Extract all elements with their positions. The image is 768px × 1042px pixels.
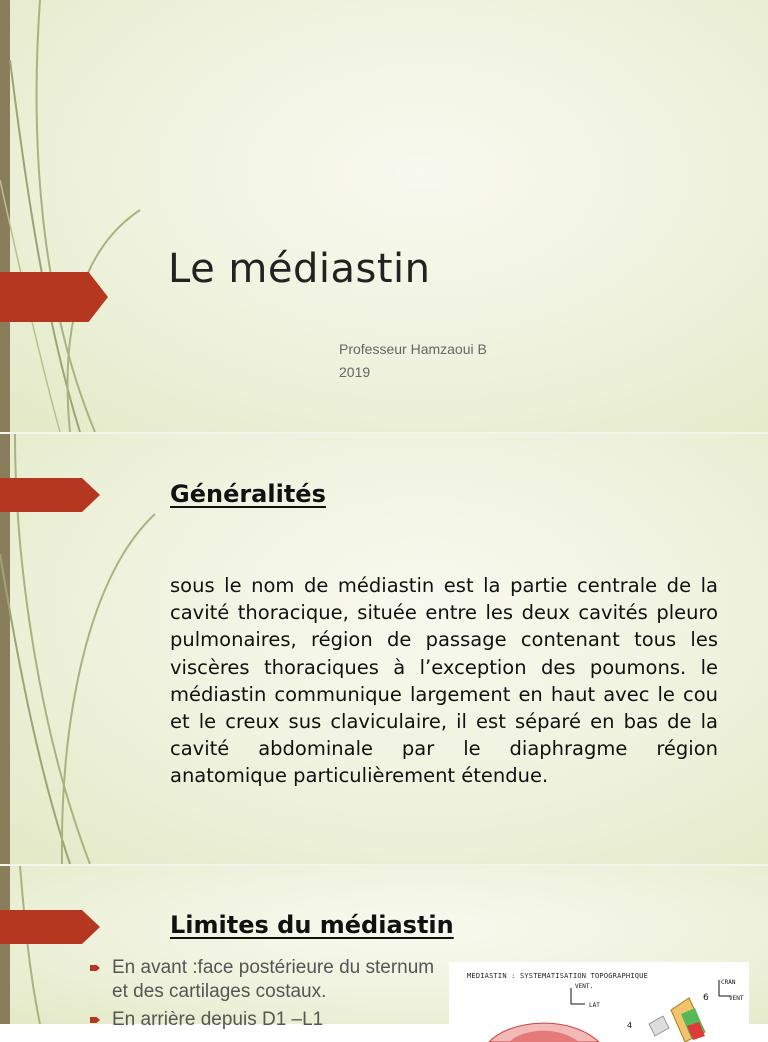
label-lat: LAT [589,1002,600,1009]
title-slide [0,0,768,432]
decorative-swoosh [0,0,120,432]
title-arrow [0,272,108,322]
list-item: En arrière depuis D1 –L1 [90,1008,442,1032]
year: 2019 [339,364,371,380]
bullet-arrow-icon [90,1017,100,1023]
list-item: En avant :face postérieure du sternum et des cartilages costaux. [90,956,442,1004]
slide-title: Le médiastin [168,246,431,292]
label-vent-right: VENT [729,995,744,1002]
generalites-slide [0,434,768,864]
bullet-list [90,956,442,1036]
anatomy-diagram [449,980,749,1042]
bullet-arrow-icon [90,965,100,971]
section-heading: Généralités [170,480,326,508]
limites-slide [0,866,768,1030]
figure-caption: MEDIASTIN : SYSTEMATISATION TOPOGRAPHIQUE [467,972,648,980]
author: Professeur Hamzaoui B [339,341,487,357]
body-paragraph: sous le nom de médiastin est la partie centrale de la cavité thoracique, située entre les deux cavités pleuro pulmonaires, région de passage contenant tous les viscères thoraciques à l’exception des poumons. le médiastin communique largement en haut avec le cou et le creux sus claviculaire, il est séparé en bas de la cavité abdominale par le diaphragme région anatomique particulièrement étendue. [170,574,718,788]
section-arrow [0,478,100,512]
section-arrow [0,910,100,944]
anatomy-figure [449,962,749,1042]
label-6: 6 [703,993,709,1003]
label-4: 4 [627,1021,633,1030]
section-heading: Limites du médiastin [170,911,454,939]
label-cran: CRAN [721,979,736,986]
label-vent-top: VENT. [575,983,594,990]
